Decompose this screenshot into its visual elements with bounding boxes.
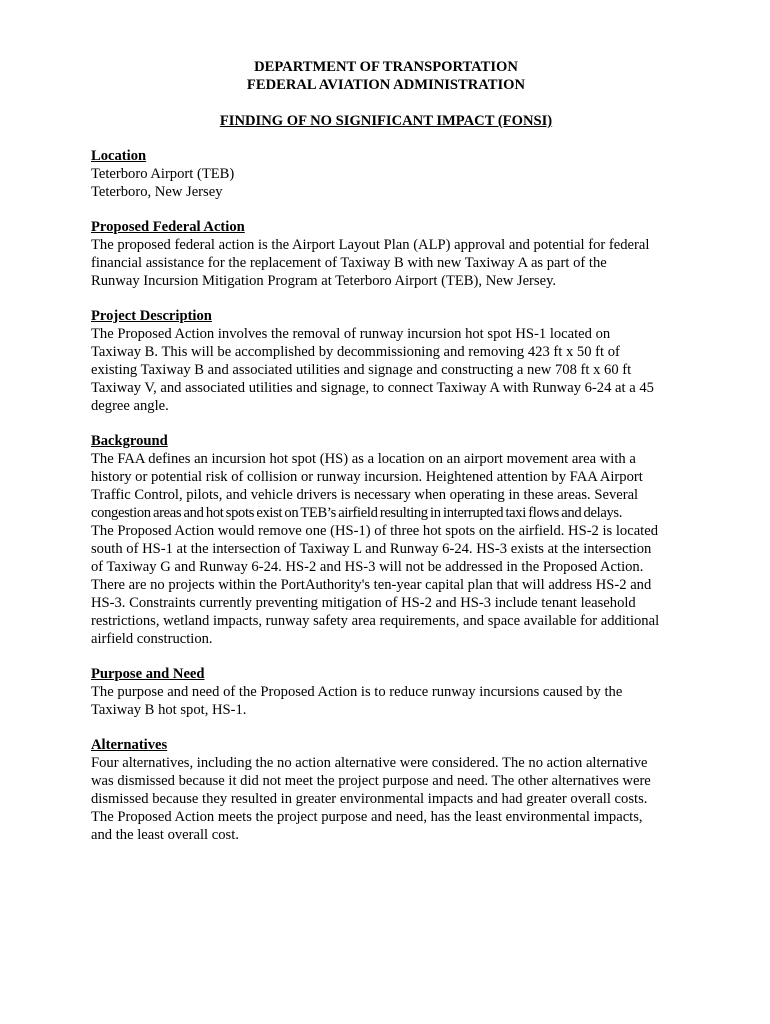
paragraph-line: Four alternatives, including the no action alternative were considered. The no action alternative (91, 755, 648, 771)
paragraph-line: degree angle. (91, 398, 169, 414)
section-heading-location: Location (91, 148, 147, 164)
paragraph-line: existing Taxiway B and associated utilities and signage and constructing a new 708 ft x 60 ft (91, 362, 632, 378)
paragraph-line: airfield construction. (91, 631, 213, 647)
section-location (91, 147, 681, 201)
section-background (91, 432, 681, 648)
paragraph-line: of Taxiway G and Runway 6-24. HS-2 and HS-3 will not be addressed in the Proposed Action. (91, 559, 644, 575)
paragraph-line: The purpose and need of the Proposed Action is to reduce runway incursions caused by the (91, 684, 623, 700)
paragraph-line: The Proposed Action would remove one (HS-1) of three hot spots on the airfield. HS-2 is located (91, 523, 659, 539)
section-proposed-action (91, 218, 681, 290)
paragraph-line: was dismissed because it did not meet the project purpose and need. The other alternatives were (91, 773, 651, 789)
paragraph-line: HS-3. Constraints currently preventing mitigation of HS-2 and HS-3 include tenant leasehold (91, 595, 636, 611)
document-page (91, 58, 681, 844)
section-heading-proposed-action: Proposed Federal Action (91, 219, 245, 235)
paragraph-line: Taxiway B. This will be accomplished by decommissioning and removing 423 ft x 50 ft of (91, 344, 620, 360)
section-heading-project-description: Project Description (91, 308, 212, 324)
section-alternatives (91, 736, 681, 844)
paragraph-line: south of HS-1 at the intersection of Taxiway L and Runway 6-24. HS-3 exists at the intersection (91, 541, 652, 557)
paragraph-line: Runway Incursion Mitigation Program at Teterboro Airport (TEB), New Jersey. (91, 273, 557, 289)
agency-name: FEDERAL AVIATION ADMINISTRATION (246, 77, 526, 93)
document-header (91, 58, 681, 94)
paragraph-line: The Proposed Action meets the project purpose and need, has the least environmental impacts, (91, 809, 643, 825)
paragraph-line: The FAA defines an incursion hot spot (HS) as a location on an airport movement area with a (91, 451, 636, 467)
paragraph-line: history or potential risk of collision or runway incursion. Heightened attention by FAA Airport (91, 469, 643, 485)
paragraph-line: and the least overall cost. (91, 827, 239, 843)
paragraph-line: The Proposed Action involves the removal of runway incursion hot spot HS-1 located on (91, 326, 611, 342)
section-project-description (91, 307, 681, 415)
paragraph-line: restrictions, wetland impacts, runway safety area requirements, and space available for additional (91, 613, 660, 629)
section-heading-purpose-need: Purpose and Need (91, 666, 205, 682)
paragraph-line: Traffic Control, pilots, and vehicle drivers is necessary when operating in these areas. Several (91, 487, 639, 503)
paragraph-line: financial assistance for the replacement of Taxiway B with new Taxiway A as part of the (91, 255, 607, 271)
paragraph-line: There are no projects within the PortAuthority's ten-year capital plan that will address HS-2 and (91, 577, 652, 593)
section-purpose-need (91, 665, 681, 719)
paragraph-line: congestion areas and hot spots exist on TEB’s airfield resulting in interrupted taxi flows and delays. (91, 505, 623, 521)
paragraph-line: Taxiway B hot spot, HS-1. (91, 702, 247, 718)
paragraph-line: Taxiway V, and associated utilities and signage, to connect Taxiway A with Runway 6-24 at a 45 (91, 380, 654, 396)
location-line: Teterboro Airport (TEB) (91, 166, 235, 182)
section-heading-background: Background (91, 433, 168, 449)
location-line: Teterboro, New Jersey (91, 184, 223, 200)
department-name: DEPARTMENT OF TRANSPORTATION (254, 59, 518, 75)
document-title: FINDING OF NO SIGNIFICANT IMPACT (FONSI) (219, 113, 553, 129)
paragraph-line: The proposed federal action is the Airport Layout Plan (ALP) approval and potential for federal (91, 237, 650, 253)
section-heading-alternatives: Alternatives (91, 737, 168, 753)
paragraph-line: dismissed because they resulted in greater environmental impacts and had greater overall costs. (91, 791, 648, 807)
